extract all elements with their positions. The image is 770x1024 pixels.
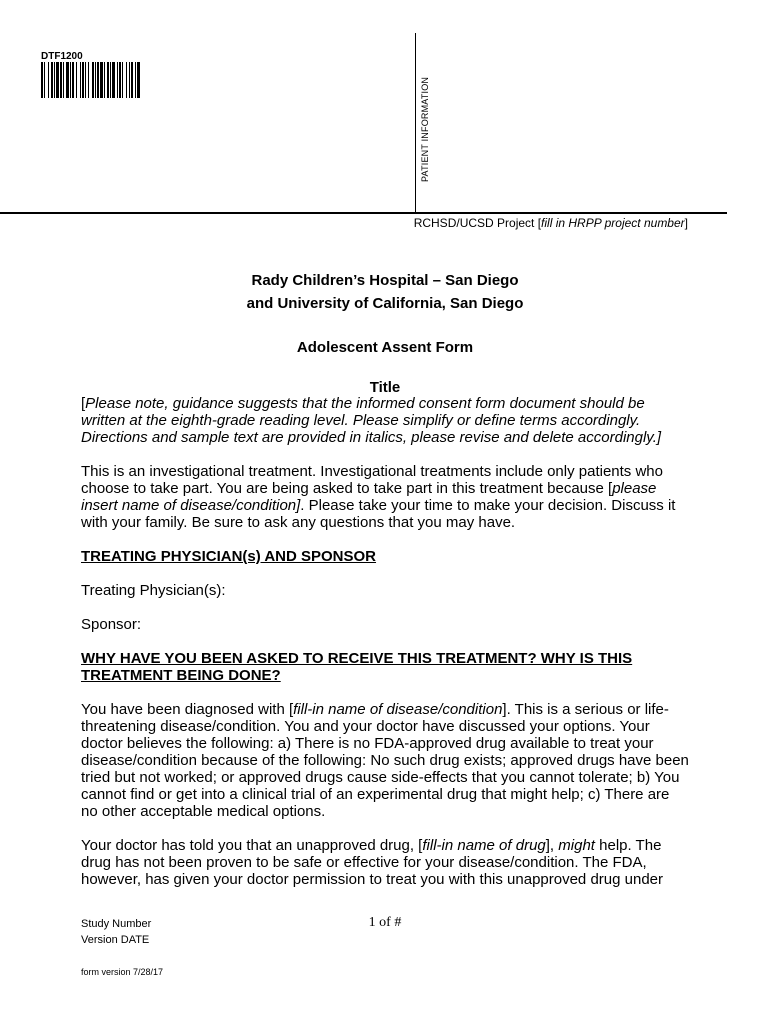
project-prefix: RCHSD/UCSD Project [ [413, 216, 542, 230]
page-number: 1 of # [368, 915, 402, 930]
barcode [41, 62, 179, 98]
p2-part3: help. The drug has not been proven to be safe or effective for your disease/condition. The FDA, however, has given your doctor permission to treat you with this unapproved drug under [81, 837, 663, 888]
why-heading: WHY HAVE YOU BEEN ASKED TO RECEIVE THIS TREATMENT? WHY IS THIS TREATMENT BEING DONE? [81, 650, 633, 684]
form-code: DTF1200 [41, 51, 83, 62]
guidance-text: Please note, guidance suggests that the informed consent form document should be written at the eighth-grade reading level. Please simplify or define terms accordingly. Directions and sample text are provided in italics, please revise and delete accordingly.] [81, 395, 662, 446]
project-suffix: ] [684, 216, 688, 230]
intro-part1: This is an investigational treatment. Investigational treatments include only patients who choose to take part. You are being asked to take part in this treatment because [ [81, 463, 663, 497]
institution-line-1: Rady Children’s Hospital – San Diego [251, 272, 519, 289]
intro-paragraph [81, 463, 689, 531]
form-version: form version 7/28/17 [81, 967, 164, 977]
header-rule [0, 212, 727, 214]
patient-info-divider [415, 33, 416, 213]
intro-part2: . Please take your time to make your decision. Discuss it with your family. Be sure to ask any questions that you may have. [81, 497, 676, 531]
form-title: Adolescent Assent Form [296, 339, 474, 356]
version-date: Version DATE [81, 934, 150, 946]
institution-line-2: and University of California, San Diego [246, 295, 524, 312]
project-number-line [414, 216, 688, 230]
treating-physician-label: Treating Physician(s): [81, 582, 226, 599]
project-placeholder: fill in HRPP project number [541, 216, 685, 230]
p1-part2: ]. This is a serious or life-threatening disease/condition. You and your doctor have discussed your options. Your doctor believes the following: a) There is no FDA-approved drug available to treat your disease/condition because of the following: No such drug exists; approved drugs have been tried but not worked; or approved drugs cause side-effects that you cannot tolerate; b) You cannot find or get into a clinical trial of an experimental drug that might help; c) There are no other acceptable medical options. [81, 701, 689, 820]
patient-info-label: PATIENT INFORMATION [420, 76, 430, 182]
guidance-note [81, 395, 689, 446]
study-title: Title [369, 379, 401, 396]
document-body [81, 395, 689, 888]
p2-placeholder: fill-in name of drug [422, 837, 546, 854]
sponsor-label: Sponsor: [81, 616, 142, 633]
physician-heading: TREATING PHYSICIAN(s) AND SPONSOR [81, 548, 377, 565]
p2-emphasis: might [558, 837, 595, 854]
intro-placeholder: please insert name of disease/condition] [81, 480, 657, 514]
diagnosis-paragraph [81, 701, 689, 820]
unapproved-drug-paragraph [81, 837, 689, 888]
study-number: Study Number [81, 918, 152, 930]
p1-placeholder: fill-in name of disease/condition [293, 701, 503, 718]
p2-part2: ], [545, 837, 559, 854]
p1-part1: You have been diagnosed with [ [81, 701, 294, 718]
guidance-open: [ [81, 395, 86, 412]
p2-part1: Your doctor has told you that an unapproved drug, [ [81, 837, 423, 854]
